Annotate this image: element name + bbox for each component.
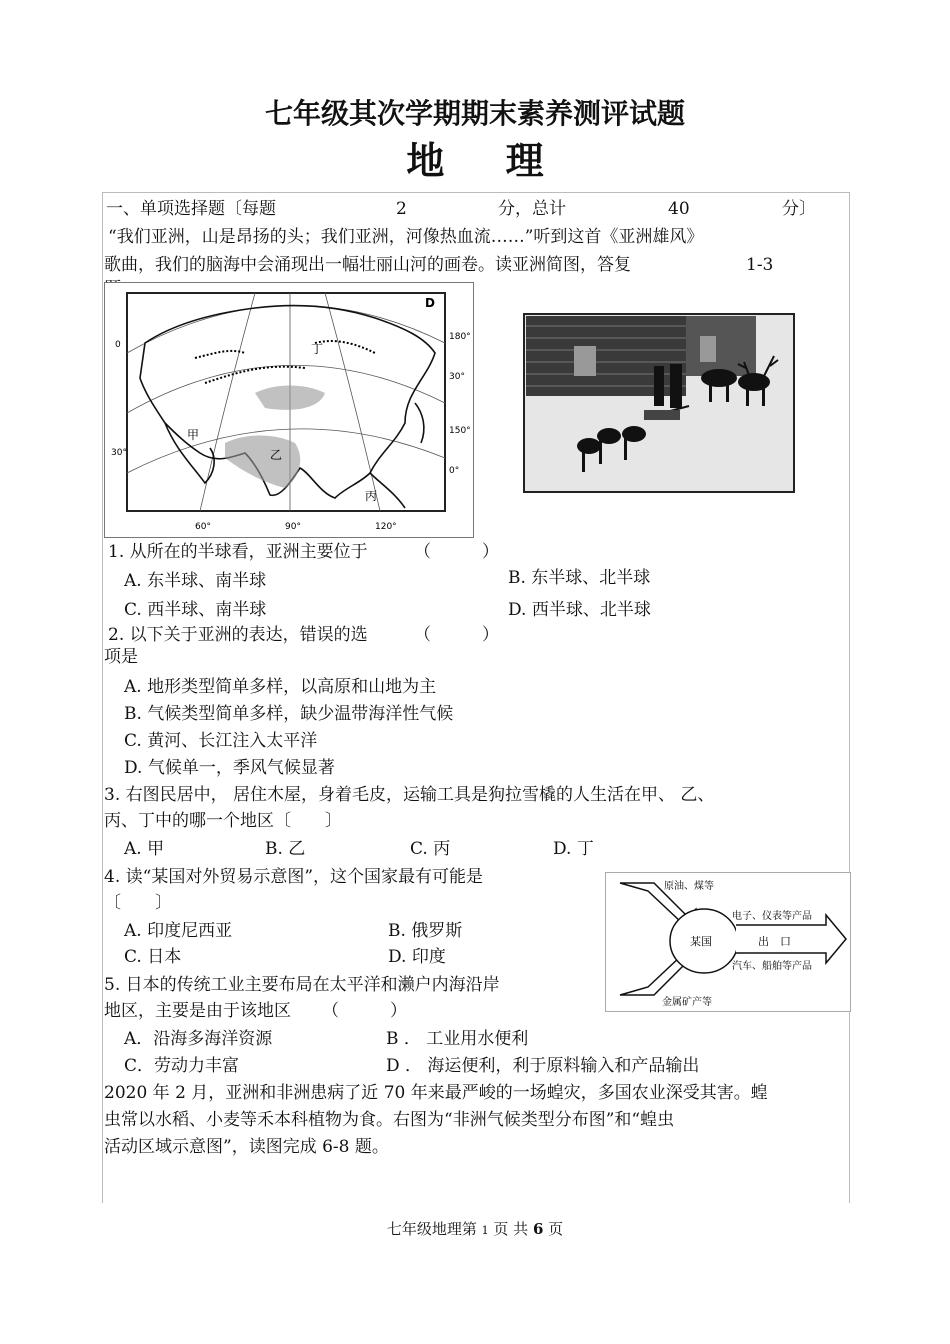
- q3-option-a: A. 甲: [124, 839, 165, 859]
- q1-paren: （ ）: [414, 542, 499, 562]
- q1-option-b: B. 东半球、北半球: [508, 568, 651, 588]
- intro-range: 1-3: [746, 255, 774, 275]
- q5-option-a: A．沿海多海洋资源: [124, 1029, 273, 1049]
- asia-map-svg: [105, 283, 473, 537]
- q2-option-d: D. 气候单一，季风气候显著: [124, 758, 335, 778]
- q5-paren: （ ）: [322, 1001, 407, 1021]
- map-lon-120: 120°: [375, 522, 397, 532]
- q5-option-b: B ． 工业用水便利: [386, 1029, 529, 1049]
- footer-mid: 页 共: [493, 1220, 529, 1238]
- map-lat-30: 30°: [449, 372, 465, 382]
- q1-stem: 1. 从所在的半球看，亚洲主要位于: [108, 542, 368, 562]
- q5-option-d: D ． 海运便利，利于原料输入和产品输出: [386, 1056, 700, 1076]
- map-label-yi: 乙: [270, 448, 283, 462]
- passage2-line-1: 2020 年 2 月，亚洲和非洲患病了近 70 年来最严峻的一场蝗灾，多国农业深受其害。蝗: [104, 1083, 768, 1103]
- map-label-bing: 丙: [365, 489, 378, 503]
- q3-option-c: C. 丙: [410, 839, 451, 859]
- q3-option-d: D. 丁: [553, 839, 594, 859]
- q4-option-d: D. 印度: [388, 947, 446, 967]
- footer-page: 1: [481, 1224, 489, 1237]
- trade-diagram-svg: [606, 873, 850, 1011]
- heading-total: 40: [668, 199, 690, 219]
- q5-stem-2: 地区，主要是由于该地区: [104, 1001, 291, 1021]
- map-lat-0: 0°: [449, 466, 460, 476]
- map-label-d: D: [425, 296, 435, 310]
- map-left-30: 30°: [111, 448, 127, 458]
- q5-stem-1: 5. 日本的传统工业主要布局在太平洋和濑户内海沿岸: [104, 975, 500, 995]
- subject-title: 地 理: [406, 138, 568, 183]
- passage2-line-2: 虫常以水稻、小麦等禾本科植物为食。右图为“非洲气候类型分布图”和“蝗虫: [104, 1110, 675, 1130]
- footer-suffix: 页: [548, 1220, 564, 1238]
- intro-line-1: “我们亚洲，山是昂扬的头；我们亚洲，河像热血流……”听到这首《亚洲雄风》: [108, 227, 704, 247]
- photo-svg: [514, 306, 804, 494]
- q4-stem-1: 4. 读“某国对外贸易示意图”，这个国家最有可能是: [104, 867, 484, 887]
- heading-total-label: 分，总计: [498, 199, 566, 219]
- map-lon-60: 60°: [195, 522, 211, 532]
- q3-option-b: B. 乙: [265, 839, 306, 859]
- intro-line-2: 歌曲，我们的脑海中会涌现出一幅壮丽山河的画卷。读亚洲简图，答复: [104, 255, 631, 275]
- q4-stem-2: 〔 〕: [104, 893, 172, 913]
- section-heading: [106, 198, 276, 220]
- q2-stem: 2. 以下关于亚洲的表达，错误的选: [108, 625, 368, 645]
- q2-stem-2: 项是: [104, 647, 138, 667]
- q1-option-d: D. 西半球、北半球: [508, 600, 651, 620]
- footer-prefix: 七年级地理第: [386, 1220, 477, 1238]
- q2-option-a: A. 地形类型简单多样，以高原和山地为主: [124, 677, 437, 697]
- q2-paren: （ ）: [414, 625, 499, 645]
- trade-export-bottom: 汽车、船舶等产品: [732, 961, 812, 972]
- photo-sled-dogs: [514, 306, 804, 494]
- map-label-ding: 丁: [311, 342, 324, 356]
- trade-diagram: [605, 872, 851, 1012]
- page-footer: [0, 1218, 950, 1239]
- trade-import-top: 原油、煤等: [664, 881, 714, 892]
- heading-points: 2: [396, 199, 407, 219]
- passage2-line-3: 活动区域示意图”，读图完成 6-8 题。: [104, 1137, 389, 1157]
- trade-export-mid: 出 口: [758, 935, 791, 948]
- q2-option-b: B. 气候类型简单多样，缺少温带海洋性气候: [124, 704, 454, 724]
- map-left-0: 0: [115, 340, 121, 350]
- map-lat-180: 180°: [449, 332, 471, 342]
- q5-option-c: C．劳动力丰富: [124, 1056, 240, 1076]
- q1-option-a: A. 东半球、南半球: [124, 571, 267, 591]
- map-lon-90: 90°: [285, 522, 301, 532]
- q2-option-c: C. 黄河、长江注入太平洋: [124, 731, 318, 751]
- heading-text: 一、单项选择题〔每题: [106, 199, 276, 219]
- trade-export-top: 电子、仪表等产品: [732, 911, 812, 922]
- trade-import-bottom: 金属矿产等: [662, 997, 712, 1008]
- q1-option-c: C. 西半球、南半球: [124, 600, 267, 620]
- q4-option-c: C. 日本: [124, 947, 182, 967]
- q4-option-b: B. 俄罗斯: [388, 921, 463, 941]
- q3-stem-1: 3. 右图民居中， 居住木屋，身着毛皮，运输工具是狗拉雪橇的人生活在甲、 乙、: [104, 785, 715, 805]
- page-title: 七年级其次学期期末素养测评试题: [264, 97, 685, 130]
- asia-map-figure: [104, 282, 474, 538]
- heading-unit: 分〕: [782, 199, 816, 219]
- map-label-jia: 甲: [187, 428, 200, 442]
- q3-stem-2: 丙、丁中的哪一个地区〔 〕: [104, 811, 342, 831]
- map-lat-150: 150°: [449, 426, 471, 436]
- q4-option-a: A. 印度尼西亚: [124, 921, 233, 941]
- trade-center: 某国: [690, 935, 712, 948]
- footer-total: 6: [532, 1220, 544, 1238]
